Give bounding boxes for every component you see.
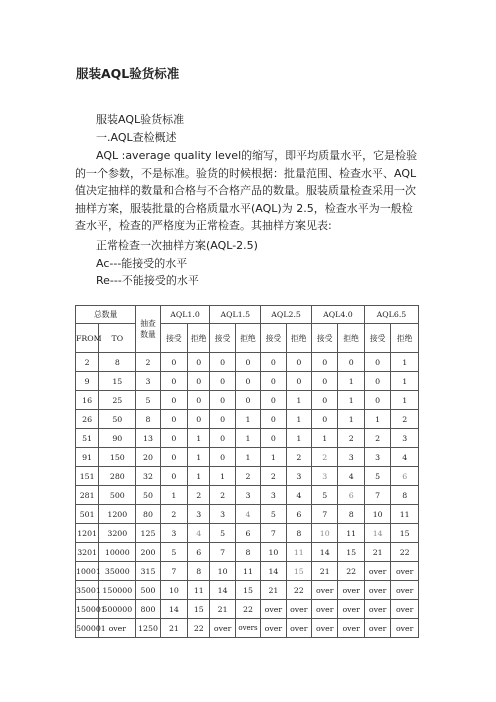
header-reject: 拒绝 [391, 324, 419, 353]
table-cell: 2 [136, 353, 160, 372]
table-cell: 2 [261, 467, 286, 486]
table-cell: 150000 [99, 581, 136, 600]
table-cell: 8 [286, 524, 311, 543]
table-cell: 0 [188, 410, 210, 429]
table-cell: 15 [391, 524, 419, 543]
table-cell: 2 [188, 486, 210, 505]
table-cell: 0 [210, 429, 235, 448]
table-cell: over [210, 619, 235, 638]
table-cell: 7 [261, 524, 286, 543]
table-cell: 4 [235, 505, 260, 524]
table-cell: over [338, 600, 364, 619]
header-accept: 接受 [160, 324, 188, 353]
table-cell: 15 [188, 600, 210, 619]
table-cell: 3201 [76, 543, 99, 562]
table-cell: 8 [136, 410, 160, 429]
header-reject: 拒绝 [188, 324, 210, 353]
table-cell: 9 [76, 372, 99, 391]
table-cell: 3200 [99, 524, 136, 543]
table-cell: 22 [338, 562, 364, 581]
table-row [76, 543, 419, 562]
table-cell: 500000 [99, 600, 136, 619]
table-cell: 20 [136, 448, 160, 467]
table-cell: 80 [136, 505, 160, 524]
header-accept: 接受 [312, 324, 338, 353]
table-cell: 35001 [76, 581, 99, 600]
table-cell: 25 [99, 391, 136, 410]
table-cell: over [312, 581, 338, 600]
table-cell: 0 [338, 353, 364, 372]
table-cell: 1 [160, 486, 188, 505]
table-cell: 2 [364, 429, 390, 448]
table-cell: 0 [235, 391, 260, 410]
table-cell: over [261, 600, 286, 619]
section-heading: 一.AQL查检概述 [96, 131, 177, 144]
table-cell: 5 [364, 467, 390, 486]
header-accept: 接受 [261, 324, 286, 353]
table-row [76, 562, 419, 581]
table-cell: 280 [99, 467, 136, 486]
table-cell: 7 [160, 562, 188, 581]
table-cell: 1 [235, 448, 260, 467]
table-cell: 5 [136, 391, 160, 410]
table-cell: 2 [391, 410, 419, 429]
table-cell: over [364, 562, 390, 581]
table-cell: 3 [261, 486, 286, 505]
table-cell: 281 [76, 486, 99, 505]
table-cell: 4 [188, 524, 210, 543]
header-reject: 拒绝 [235, 324, 260, 353]
table-cell: 90 [99, 429, 136, 448]
table-cell: 125 [136, 524, 160, 543]
header-total-quantity: 总数量 [76, 306, 136, 324]
table-cell: 0 [312, 391, 338, 410]
table-cell: 0 [160, 429, 188, 448]
table-cell: 3 [391, 429, 419, 448]
table-cell: 14 [364, 524, 390, 543]
table-cell: 16 [76, 391, 99, 410]
table-cell: 1 [286, 410, 311, 429]
table-cell: 0 [160, 372, 188, 391]
table-cell: 14 [160, 600, 188, 619]
table-cell: over [391, 600, 419, 619]
table-cell: 10000 [99, 543, 136, 562]
table-cell: 10 [312, 524, 338, 543]
table-cell: 0 [261, 429, 286, 448]
table-cell: 21 [312, 562, 338, 581]
table-cell: 22 [286, 581, 311, 600]
table-cell: 10 [364, 505, 390, 524]
table-cell: 1 [188, 448, 210, 467]
header-aql-2-5: AQL2.5 [261, 306, 312, 324]
table-row [76, 429, 419, 448]
table-cell: 1 [338, 410, 364, 429]
table-cell: over [391, 581, 419, 600]
table-cell: 315 [136, 562, 160, 581]
table-header-row-1 [76, 306, 419, 324]
table-cell: 32 [136, 467, 160, 486]
table-cell: 4 [391, 448, 419, 467]
table-cell: 13 [136, 429, 160, 448]
table-cell: 0 [210, 448, 235, 467]
table-cell: 0 [160, 448, 188, 467]
table-cell: over [364, 619, 390, 638]
table-cell: 150 [99, 448, 136, 467]
table-row [76, 391, 419, 410]
table-cell: 15 [286, 562, 311, 581]
table-cell: 11 [188, 581, 210, 600]
table-cell: 7 [210, 543, 235, 562]
table-cell: 15 [99, 372, 136, 391]
table-cell: 1 [312, 429, 338, 448]
table-cell: 21 [261, 581, 286, 600]
table-cell: 0 [364, 372, 390, 391]
table-cell: over [99, 619, 136, 638]
table-cell: 0 [188, 353, 210, 372]
table-cell: 1 [261, 448, 286, 467]
table-cell: 500 [136, 581, 160, 600]
table-cell: 22 [188, 619, 210, 638]
table-cell: 1 [188, 429, 210, 448]
table-cell: 1200 [99, 505, 136, 524]
table-cell: 3 [210, 505, 235, 524]
table-cell: 7 [364, 486, 390, 505]
table-cell: 0 [188, 391, 210, 410]
table-cell: 5 [160, 543, 188, 562]
table-row [76, 486, 419, 505]
table-cell: 1 [286, 391, 311, 410]
table-cell: 3 [136, 372, 160, 391]
table-cell: 26 [76, 410, 99, 429]
table-cell: 5 [210, 524, 235, 543]
table-cell: 6 [235, 524, 260, 543]
table-row [76, 448, 419, 467]
table-cell: 0 [160, 467, 188, 486]
table-cell: 0 [364, 353, 390, 372]
table-cell: 51 [76, 429, 99, 448]
table-cell: 21 [364, 543, 390, 562]
table-cell: 11 [338, 524, 364, 543]
table-cell: 0 [188, 372, 210, 391]
table-cell: 0 [312, 410, 338, 429]
table-cell: 1201 [76, 524, 99, 543]
table-cell: 0 [286, 372, 311, 391]
table-cell: 14 [210, 581, 235, 600]
table-cell: 8 [391, 486, 419, 505]
header-aql-1-0: AQL1.0 [160, 306, 210, 324]
table-cell: over [312, 600, 338, 619]
table-cell: 1 [235, 429, 260, 448]
table-cell: 10 [261, 543, 286, 562]
header-accept: 接受 [364, 324, 390, 353]
table-cell: 1 [286, 429, 311, 448]
table-cell: 5 [261, 505, 286, 524]
table-cell: 21 [160, 619, 188, 638]
header-reject: 拒绝 [338, 324, 364, 353]
table-cell: 8 [235, 543, 260, 562]
table-cell: 0 [261, 353, 286, 372]
table-cell: 3 [312, 467, 338, 486]
table-cell: 2 [286, 448, 311, 467]
table-cell: 0 [261, 410, 286, 429]
table-cell: over [286, 600, 311, 619]
table-cell: 2 [210, 486, 235, 505]
header-sample-size: 抽查数量 [136, 306, 160, 353]
table-cell: 1 [391, 353, 419, 372]
table-row [76, 600, 419, 619]
table-cell: over [338, 619, 364, 638]
table-cell: 8 [99, 353, 136, 372]
table-cell: 8 [188, 562, 210, 581]
header-aql-4-0: AQL4.0 [312, 306, 365, 324]
table-cell: over [364, 581, 390, 600]
table-cell: 2 [338, 429, 364, 448]
table-cell: 150001 [76, 600, 99, 619]
header-accept: 接受 [210, 324, 235, 353]
table-cell: 0 [312, 372, 338, 391]
table-cell: 500001 [76, 619, 99, 638]
table-cell: 0 [160, 410, 188, 429]
table-cell: 3 [286, 467, 311, 486]
table-row [76, 581, 419, 600]
ac-definition: Ac---能接受的水平 [96, 257, 188, 270]
table-cell: 0 [210, 410, 235, 429]
table-header-row-2 [76, 324, 419, 353]
table-cell: 35000 [99, 562, 136, 581]
table-cell: 0 [286, 353, 311, 372]
table-cell: 0 [160, 353, 188, 372]
table-cell: 0 [235, 372, 260, 391]
table-cell: 1 [210, 467, 235, 486]
table-cell: 6 [286, 505, 311, 524]
table-cell: 14 [261, 562, 286, 581]
table-cell: 2 [312, 448, 338, 467]
table-cell: 11 [286, 543, 311, 562]
table-cell: 0 [160, 391, 188, 410]
table-cell: 1 [338, 391, 364, 410]
header-reject: 拒绝 [286, 324, 311, 353]
table-cell: 0 [364, 391, 390, 410]
table-cell: 6 [188, 543, 210, 562]
table-cell: 3 [188, 505, 210, 524]
page-title: 服装AQL验货标准 [76, 66, 180, 81]
table-cell: 50 [136, 486, 160, 505]
table-cell: 0 [210, 353, 235, 372]
table-cell: 1 [338, 372, 364, 391]
table-cell: 10 [210, 562, 235, 581]
table-cell: 0 [312, 353, 338, 372]
table-cell: 21 [210, 600, 235, 619]
table-cell: 2 [160, 505, 188, 524]
table-cell: 1 [391, 372, 419, 391]
table-cell: 0 [261, 391, 286, 410]
table-cell: 151 [76, 467, 99, 486]
body-paragraph: AQL :average quality level的缩写，即平均质量水平，它是检验的一个参数，不是标准。验货的时候根据：批量范围、检查水平、AQL 值决定抽样的数量和合格与不合格产品的数量。服装质量检查采用一次抽样方案，服装批量的合格质量水平(AQL)为 2.5，检查水平为一般检查水平，检查的严格度为正常检查。其抽样方案见表: [75, 149, 418, 233]
table-row [76, 619, 419, 638]
table-cell: over [391, 619, 419, 638]
table-cell: 15 [235, 581, 260, 600]
table-cell: 1 [188, 467, 210, 486]
table-cell: 501 [76, 505, 99, 524]
table-cell: 2 [76, 353, 99, 372]
table-cell: over [261, 619, 286, 638]
table-cell: over [286, 619, 311, 638]
table-cell: 22 [391, 543, 419, 562]
header-aql-1-5: AQL1.5 [210, 306, 261, 324]
header-from: FROM [76, 324, 99, 353]
table-cell: 10001 [76, 562, 99, 581]
table-cell: 22 [235, 600, 260, 619]
table-row [76, 505, 419, 524]
table-cell: over [338, 581, 364, 600]
table-cell: 2 [235, 467, 260, 486]
table-cell: 0 [261, 372, 286, 391]
table-row [76, 353, 419, 372]
table-cell: 3 [338, 448, 364, 467]
table-row [76, 467, 419, 486]
table-cell: 14 [312, 543, 338, 562]
table-cell: over [312, 619, 338, 638]
table-cell: 1 [364, 410, 390, 429]
table-cell: 5 [312, 486, 338, 505]
table-cell: 0 [210, 372, 235, 391]
table-cell: 1250 [136, 619, 160, 638]
table-cell: 3 [160, 524, 188, 543]
doc-subtitle: 服装AQL验货标准 [96, 113, 185, 126]
table-row [76, 524, 419, 543]
table-cell: 7 [312, 505, 338, 524]
table-cell: 50 [99, 410, 136, 429]
table-cell: 91 [76, 448, 99, 467]
re-definition: Re---不能接受的水平 [96, 274, 199, 287]
table-row [76, 410, 419, 429]
header-to: TO [99, 324, 136, 353]
table-cell: over [391, 562, 419, 581]
table-cell: 800 [136, 600, 160, 619]
table-cell: over [364, 600, 390, 619]
table-cell: 15 [338, 543, 364, 562]
header-aql-6-5: AQL6.5 [364, 306, 418, 324]
table-cell: 11 [391, 505, 419, 524]
table-cell: 0 [210, 391, 235, 410]
table-cell: 0 [235, 353, 260, 372]
table-cell: 200 [136, 543, 160, 562]
table-caption: 正常检查一次抽样方案(AQL-2.5) [96, 239, 258, 252]
table-cell: 1 [391, 391, 419, 410]
table-cell: 1 [235, 410, 260, 429]
table-cell: 8 [338, 505, 364, 524]
table-cell: 500 [99, 486, 136, 505]
table-cell: 6 [391, 467, 419, 486]
table-cell: 4 [338, 467, 364, 486]
table-cell: 6 [338, 486, 364, 505]
table-cell: 3 [364, 448, 390, 467]
table-cell: 4 [286, 486, 311, 505]
table-row [76, 372, 419, 391]
aql-sampling-table [75, 305, 419, 638]
table-cell: 10 [160, 581, 188, 600]
table-cell: overs [235, 619, 260, 638]
table-cell: 3 [235, 486, 260, 505]
table-cell: 11 [235, 562, 260, 581]
